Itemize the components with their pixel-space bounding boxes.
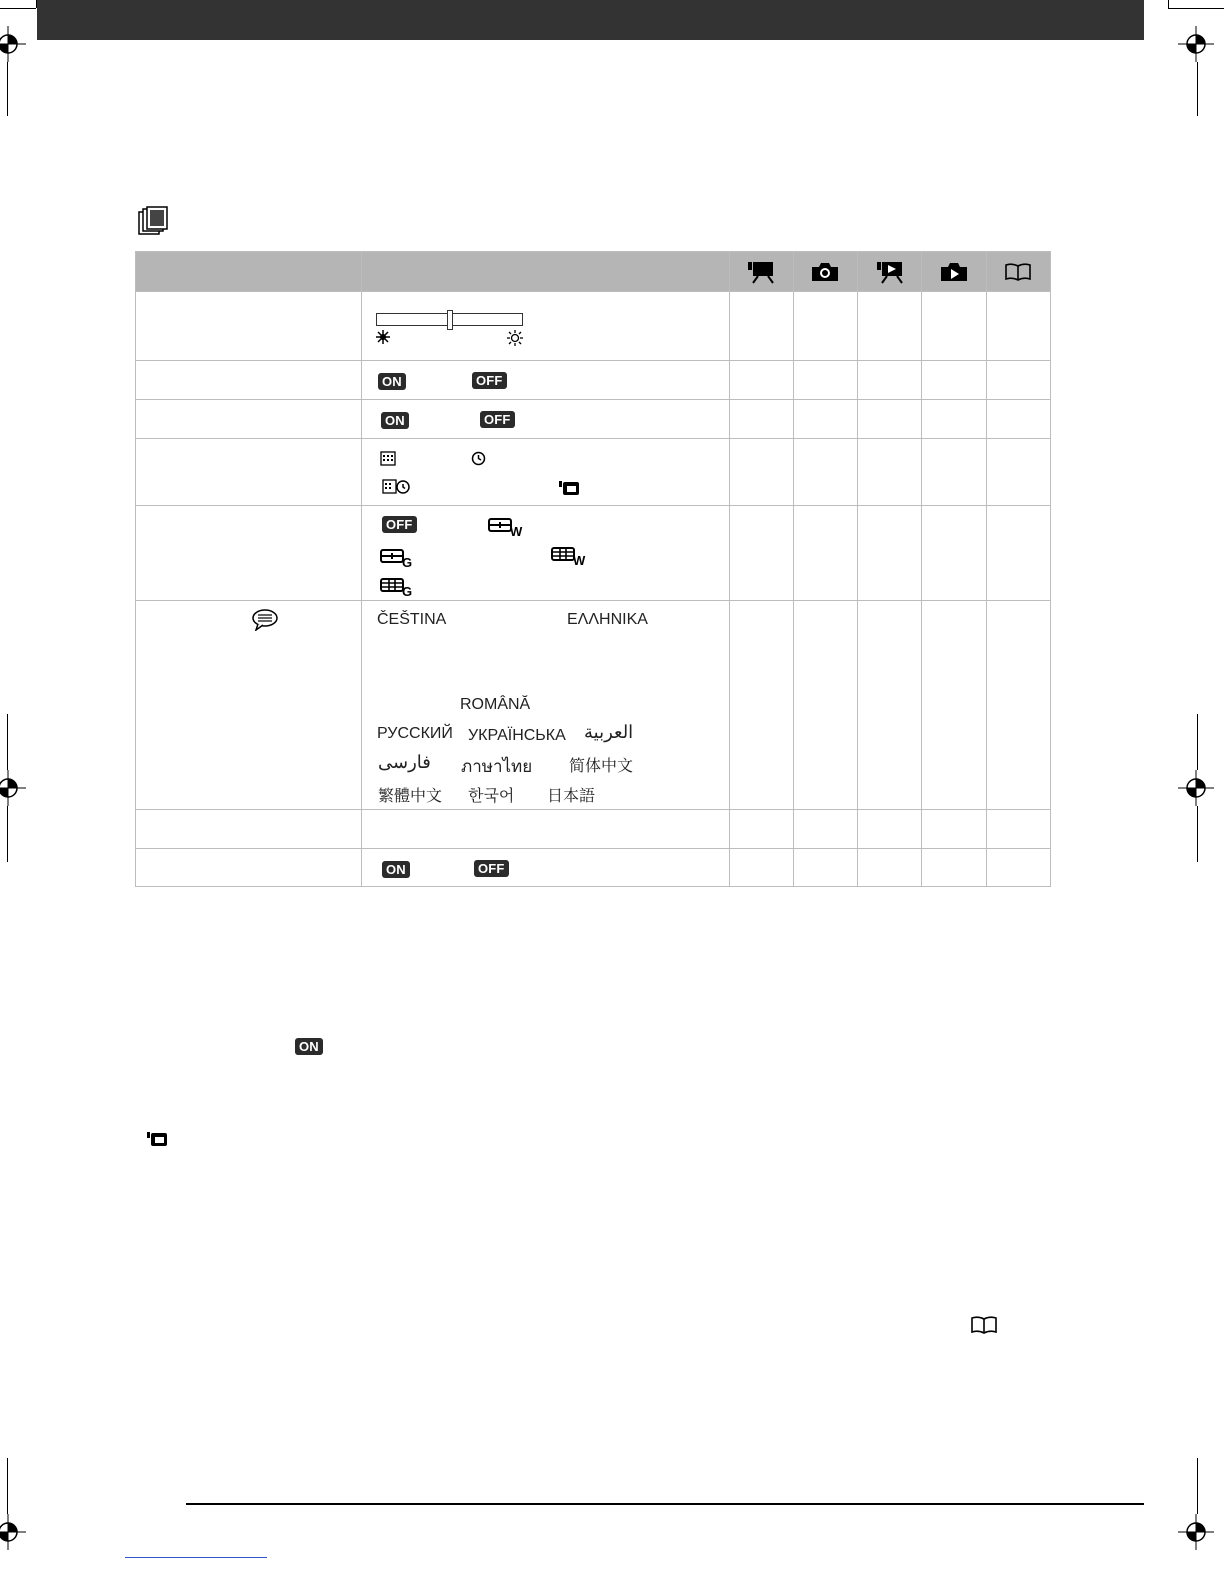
table-row [136,601,1051,810]
horizontal-guide-gray-icon[interactable] [380,548,416,568]
svg-text:W: W [509,524,523,537]
header-options-cell [361,252,729,292]
option-cell [361,601,729,810]
mode-cell [858,601,922,810]
calendar-icon[interactable] [380,451,396,466]
crop-mark [7,714,8,770]
speech-bubble-icon [251,609,279,631]
mode-cell [793,506,857,601]
setting-name-cell [136,601,362,810]
option-cell [361,506,729,601]
language-option[interactable]: 简体中文 [568,758,633,775]
mode-cell [986,601,1050,810]
off-option-tag[interactable]: OFF [382,516,417,533]
mode-cell [986,400,1050,439]
settings-table [135,251,1051,887]
mode-cell [793,601,857,810]
header-mode-cell [986,252,1050,292]
language-option[interactable]: 한국어 [467,788,515,805]
crop-mark [1168,8,1224,9]
crop-mark [1197,1458,1198,1514]
language-option[interactable]: ภาษาไทย [460,757,533,776]
photo-playback-icon [939,260,969,284]
mode-cell [793,810,857,849]
option-cell [361,361,729,400]
header-mode-cell [858,252,922,292]
registration-mark-icon [0,26,26,62]
footer-rule [186,1503,1144,1505]
table-row [136,849,1051,887]
off-option-tag[interactable]: OFF [480,411,515,428]
svg-text:G: G [401,555,413,568]
language-option[interactable]: ΕΛΛΗΝΙΚΑ [566,611,648,628]
mode-cell [793,439,857,506]
mode-cell [858,361,922,400]
header-mode-cell [922,252,986,292]
mode-cell [729,601,793,810]
option-cell [361,849,729,887]
off-option-tag[interactable]: OFF [474,860,509,877]
slider-handle[interactable] [447,310,453,330]
setting-name-cell [136,810,362,849]
registration-mark-icon [0,1514,26,1550]
mode-cell [858,506,922,601]
setting-name-cell [136,849,362,887]
crop-mark [7,1458,8,1514]
option-cell [361,292,729,361]
mode-cell [858,849,922,887]
mode-cell [858,400,922,439]
crop-mark [0,8,36,9]
language-option[interactable]: ROMÂNĂ [459,696,531,713]
mode-cell [729,400,793,439]
on-option-tag[interactable]: ON [381,412,409,429]
mode-cell [922,849,986,887]
body-on-tag: ON [295,1038,323,1055]
language-option[interactable]: УКРАЇНСЬКА [467,727,566,744]
mode-cell [922,292,986,361]
movie-playback-icon [875,260,905,284]
mode-cell [922,361,986,400]
mode-cell [729,810,793,849]
table-row [136,810,1051,849]
mode-cell [793,361,857,400]
grid-guide-gray-icon[interactable] [380,577,416,597]
footer-link-underline [125,1557,267,1558]
crop-mark [7,62,8,116]
mode-cell [986,361,1050,400]
setting-name-cell [136,439,362,506]
option-cell [361,810,729,849]
crop-mark [7,806,8,862]
crop-mark [1168,0,1169,8]
header-mode-cell [729,252,793,292]
reference-book-icon [970,1314,998,1336]
clock-icon[interactable] [471,451,486,466]
bright-sun-icon [507,330,523,346]
mode-cell [729,439,793,506]
still-camera-icon [810,260,840,284]
mode-cell [793,292,857,361]
mode-cell [858,439,922,506]
language-option[interactable]: РУССКИЙ [376,725,453,742]
off-option-tag[interactable]: OFF [472,372,507,389]
table-row [136,400,1051,439]
mode-cell [793,400,857,439]
mode-cell [922,601,986,810]
horizontal-guide-white-icon[interactable] [488,517,524,537]
on-option-tag[interactable]: ON [378,373,406,390]
table-row [136,361,1051,400]
mode-cell [986,506,1050,601]
movie-camera-record-icon [746,260,776,284]
crop-mark [1197,62,1198,116]
header-setting-cell [136,252,362,292]
mode-cell [986,292,1050,361]
setting-name-cell [136,400,362,439]
language-option[interactable]: 日本語 [546,788,595,805]
mode-cell [986,439,1050,506]
mode-cell [729,292,793,361]
svg-text:W: W [572,553,586,566]
language-option[interactable]: فارسی [377,752,431,772]
mode-cell [858,810,922,849]
language-option[interactable]: العربية [583,722,634,742]
mode-cell [986,810,1050,849]
mode-cell [922,400,986,439]
camera-data-icon[interactable] [558,480,580,496]
svg-text:G: G [401,584,413,597]
camera-data-icon [146,1131,168,1147]
option-cell [361,400,729,439]
registration-mark-icon [0,770,26,806]
dim-sun-icon [376,330,390,344]
registration-mark-icon [1178,770,1214,806]
reference-book-icon [1004,261,1032,283]
mode-cell [729,506,793,601]
mode-cell [729,361,793,400]
setting-name-cell [136,361,362,400]
table-header-row [136,252,1051,292]
header-mode-cell [793,252,857,292]
mode-cell [922,439,986,506]
crop-mark [1197,714,1198,770]
mode-cell [922,506,986,601]
mode-cell [922,810,986,849]
registration-mark-icon [1178,26,1214,62]
page-header-bar [37,0,1144,40]
brightness-slider[interactable] [376,313,523,326]
mode-cell [729,849,793,887]
language-option[interactable]: 繁體中文 [377,788,442,805]
grid-guide-white-icon[interactable] [551,546,587,566]
crop-mark [36,0,37,8]
calendar-clock-icon[interactable] [382,479,412,495]
setting-name-cell [136,292,362,361]
language-option[interactable]: ČEŠTINA [376,611,447,628]
option-cell [361,439,729,506]
setting-name-cell [136,506,362,601]
registration-mark-icon [1178,1514,1214,1550]
table-row [136,506,1051,601]
crop-mark [1197,806,1198,862]
mode-cell [793,849,857,887]
table-row [136,292,1051,361]
table-row [136,439,1051,506]
lcd-screen-icon [138,206,170,236]
mode-cell [986,849,1050,887]
mode-cell [858,292,922,361]
on-option-tag[interactable]: ON [382,861,410,878]
